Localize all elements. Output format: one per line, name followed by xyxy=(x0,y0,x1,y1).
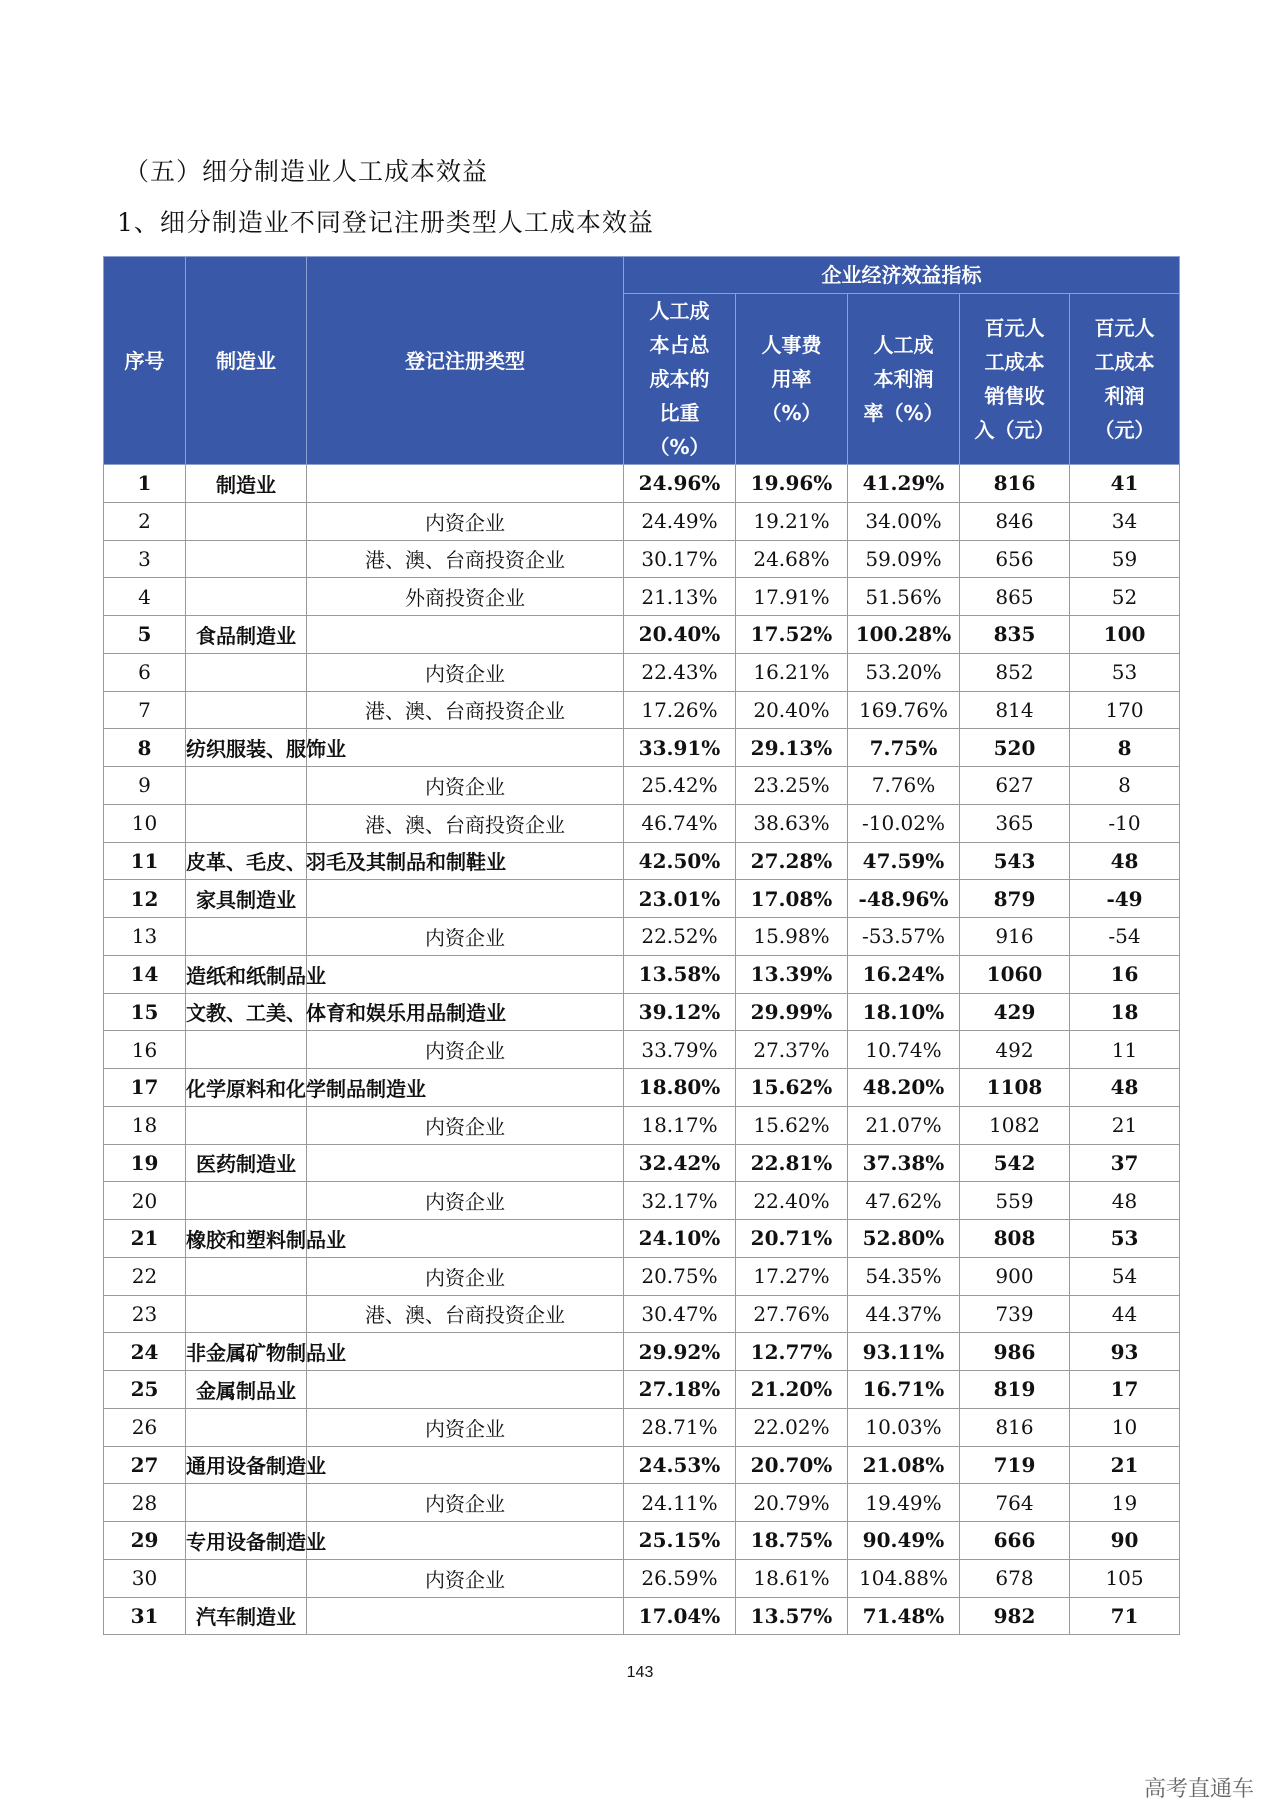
cell-personnel-rate: 22.81% xyxy=(736,1144,848,1182)
cell-cost-share: 39.12% xyxy=(624,993,736,1031)
header-industry: 制造业 xyxy=(186,257,307,465)
cell-profit-per-100: 93 xyxy=(1070,1333,1180,1371)
cell-personnel-rate: 27.37% xyxy=(736,1031,848,1069)
cell-profit-rate: 90.49% xyxy=(848,1522,960,1560)
row-reg-type xyxy=(307,465,624,503)
cell-profit-rate: 51.56% xyxy=(848,578,960,616)
cell-profit-rate: 10.03% xyxy=(848,1408,960,1446)
cell-personnel-rate: 29.99% xyxy=(736,993,848,1031)
row-seq: 3 xyxy=(104,540,186,578)
subsection-heading: 1、细分制造业不同登记注册类型人工成本效益 xyxy=(117,208,654,237)
cell-personnel-rate: 27.28% xyxy=(736,842,848,880)
row-seq: 20 xyxy=(104,1182,186,1220)
cell-sales-per-100: 814 xyxy=(960,691,1070,729)
row-seq: 8 xyxy=(104,729,186,767)
cell-sales-per-100: 819 xyxy=(960,1371,1070,1409)
table-row xyxy=(104,1333,1180,1371)
row-seq: 30 xyxy=(104,1559,186,1597)
cell-cost-share: 22.43% xyxy=(624,653,736,691)
row-reg-type: 内资企业 xyxy=(307,767,624,805)
table-row xyxy=(104,1559,1180,1597)
row-seq: 25 xyxy=(104,1371,186,1409)
cell-profit-rate: 18.10% xyxy=(848,993,960,1031)
table-row xyxy=(104,465,1180,503)
cell-profit-per-100: 41 xyxy=(1070,465,1180,503)
row-reg-type xyxy=(307,955,624,993)
cell-sales-per-100: 627 xyxy=(960,767,1070,805)
cell-personnel-rate: 24.68% xyxy=(736,540,848,578)
cell-personnel-rate: 20.79% xyxy=(736,1484,848,1522)
cell-profit-per-100: 44 xyxy=(1070,1295,1180,1333)
cell-profit-per-100: 34 xyxy=(1070,502,1180,540)
row-industry xyxy=(186,1106,307,1144)
cell-personnel-rate: 38.63% xyxy=(736,804,848,842)
row-industry: 纺织服装、服饰业 xyxy=(186,729,307,767)
cell-profit-per-100: 21 xyxy=(1070,1106,1180,1144)
table-row xyxy=(104,1144,1180,1182)
cell-cost-share: 33.79% xyxy=(624,1031,736,1069)
cell-profit-per-100: 54 xyxy=(1070,1257,1180,1295)
row-seq: 9 xyxy=(104,767,186,805)
table-row xyxy=(104,1257,1180,1295)
cell-personnel-rate: 15.62% xyxy=(736,1106,848,1144)
cell-profit-rate: 7.75% xyxy=(848,729,960,767)
header-group: 企业经济效益指标 xyxy=(624,257,1180,294)
cell-profit-per-100: 37 xyxy=(1070,1144,1180,1182)
row-seq: 4 xyxy=(104,578,186,616)
section-heading: （五）细分制造业人工成本效益 xyxy=(124,157,489,186)
cell-profit-rate: 34.00% xyxy=(848,502,960,540)
cell-cost-share: 24.96% xyxy=(624,465,736,503)
table-row xyxy=(104,1106,1180,1144)
table-row xyxy=(104,918,1180,956)
row-industry xyxy=(186,1182,307,1220)
cell-profit-rate: 59.09% xyxy=(848,540,960,578)
row-reg-type: 内资企业 xyxy=(307,1559,624,1597)
row-seq: 5 xyxy=(104,616,186,654)
row-reg-type: 内资企业 xyxy=(307,1257,624,1295)
row-reg-type: 港、澳、台商投资企业 xyxy=(307,540,624,578)
row-reg-type xyxy=(307,1220,624,1258)
cell-profit-rate: 47.62% xyxy=(848,1182,960,1220)
table-row xyxy=(104,729,1180,767)
row-industry: 化学原料和化学制品制造业 xyxy=(186,1069,307,1107)
cell-sales-per-100: 739 xyxy=(960,1295,1070,1333)
row-industry: 医药制造业 xyxy=(186,1144,307,1182)
table-row xyxy=(104,1522,1180,1560)
row-industry xyxy=(186,1257,307,1295)
cell-profit-per-100: -10 xyxy=(1070,804,1180,842)
row-industry xyxy=(186,1484,307,1522)
cell-sales-per-100: 835 xyxy=(960,616,1070,654)
row-reg-type xyxy=(307,1446,624,1484)
cell-cost-share: 46.74% xyxy=(624,804,736,842)
row-industry: 文教、工美、体育和娱乐用品制造业 xyxy=(186,993,307,1031)
cell-sales-per-100: 1082 xyxy=(960,1106,1070,1144)
row-industry: 专用设备制造业 xyxy=(186,1522,307,1560)
cell-sales-per-100: 543 xyxy=(960,842,1070,880)
row-industry: 汽车制造业 xyxy=(186,1597,307,1635)
cell-sales-per-100: 1060 xyxy=(960,955,1070,993)
cell-profit-rate: 7.76% xyxy=(848,767,960,805)
cell-personnel-rate: 13.39% xyxy=(736,955,848,993)
cell-cost-share: 24.53% xyxy=(624,1446,736,1484)
cell-sales-per-100: 816 xyxy=(960,465,1070,503)
row-industry: 家具制造业 xyxy=(186,880,307,918)
row-industry xyxy=(186,502,307,540)
cell-sales-per-100: 520 xyxy=(960,729,1070,767)
cell-cost-share: 25.15% xyxy=(624,1522,736,1560)
row-industry xyxy=(186,653,307,691)
cell-cost-share: 32.17% xyxy=(624,1182,736,1220)
table-row xyxy=(104,691,1180,729)
cell-profit-per-100: 17 xyxy=(1070,1371,1180,1409)
header-metric-cost-share: 人工成 本占总 成本的 比重 （%） xyxy=(624,294,736,465)
cell-profit-per-100: 59 xyxy=(1070,540,1180,578)
page-number: 143 xyxy=(626,1664,654,1681)
cell-profit-per-100: -49 xyxy=(1070,880,1180,918)
row-reg-type xyxy=(307,729,624,767)
row-seq: 16 xyxy=(104,1031,186,1069)
cell-profit-per-100: 105 xyxy=(1070,1559,1180,1597)
cell-profit-per-100: 53 xyxy=(1070,1220,1180,1258)
table-row xyxy=(104,842,1180,880)
row-industry: 制造业 xyxy=(186,465,307,503)
cell-cost-share: 33.91% xyxy=(624,729,736,767)
row-industry: 橡胶和塑料制品业 xyxy=(186,1220,307,1258)
cell-profit-per-100: 48 xyxy=(1070,842,1180,880)
cell-sales-per-100: 492 xyxy=(960,1031,1070,1069)
cell-profit-rate: 48.20% xyxy=(848,1069,960,1107)
cell-profit-rate: -48.96% xyxy=(848,880,960,918)
cell-personnel-rate: 22.40% xyxy=(736,1182,848,1220)
cell-profit-rate: 93.11% xyxy=(848,1333,960,1371)
cell-personnel-rate: 19.21% xyxy=(736,502,848,540)
cell-cost-share: 18.17% xyxy=(624,1106,736,1144)
cell-profit-rate: 41.29% xyxy=(848,465,960,503)
cell-sales-per-100: 365 xyxy=(960,804,1070,842)
row-reg-type xyxy=(307,1144,624,1182)
cell-profit-per-100: 170 xyxy=(1070,691,1180,729)
cell-profit-rate: 169.76% xyxy=(848,691,960,729)
cell-profit-rate: 104.88% xyxy=(848,1559,960,1597)
row-seq: 29 xyxy=(104,1522,186,1560)
cell-sales-per-100: 846 xyxy=(960,502,1070,540)
cell-sales-per-100: 916 xyxy=(960,918,1070,956)
cell-cost-share: 25.42% xyxy=(624,767,736,805)
cell-profit-rate: 52.80% xyxy=(848,1220,960,1258)
table-row xyxy=(104,1182,1180,1220)
cell-sales-per-100: 719 xyxy=(960,1446,1070,1484)
row-industry: 造纸和纸制品业 xyxy=(186,955,307,993)
row-industry xyxy=(186,1031,307,1069)
cell-personnel-rate: 23.25% xyxy=(736,767,848,805)
row-reg-type: 港、澳、台商投资企业 xyxy=(307,691,624,729)
row-seq: 2 xyxy=(104,502,186,540)
cell-personnel-rate: 12.77% xyxy=(736,1333,848,1371)
row-seq: 11 xyxy=(104,842,186,880)
row-reg-type: 内资企业 xyxy=(307,653,624,691)
row-industry xyxy=(186,804,307,842)
row-reg-type xyxy=(307,1333,624,1371)
table-row xyxy=(104,1597,1180,1635)
row-reg-type xyxy=(307,880,624,918)
row-industry xyxy=(186,767,307,805)
cell-profit-per-100: 11 xyxy=(1070,1031,1180,1069)
cell-personnel-rate: 29.13% xyxy=(736,729,848,767)
cell-sales-per-100: 982 xyxy=(960,1597,1070,1635)
cell-cost-share: 20.75% xyxy=(624,1257,736,1295)
cell-personnel-rate: 19.96% xyxy=(736,465,848,503)
cell-profit-rate: -53.57% xyxy=(848,918,960,956)
cell-profit-per-100: -54 xyxy=(1070,918,1180,956)
cell-cost-share: 13.58% xyxy=(624,955,736,993)
cell-personnel-rate: 16.21% xyxy=(736,653,848,691)
cell-sales-per-100: 542 xyxy=(960,1144,1070,1182)
row-reg-type: 内资企业 xyxy=(307,918,624,956)
cell-cost-share: 30.17% xyxy=(624,540,736,578)
table-row xyxy=(104,502,1180,540)
cell-sales-per-100: 879 xyxy=(960,880,1070,918)
table-row xyxy=(104,578,1180,616)
cell-personnel-rate: 21.20% xyxy=(736,1371,848,1409)
row-seq: 14 xyxy=(104,955,186,993)
row-industry: 食品制造业 xyxy=(186,616,307,654)
cell-profit-rate: 53.20% xyxy=(848,653,960,691)
cell-profit-rate: 44.37% xyxy=(848,1295,960,1333)
cell-profit-rate: 54.35% xyxy=(848,1257,960,1295)
row-reg-type: 内资企业 xyxy=(307,1031,624,1069)
cell-profit-per-100: 48 xyxy=(1070,1069,1180,1107)
table-row xyxy=(104,1069,1180,1107)
cell-sales-per-100: 666 xyxy=(960,1522,1070,1560)
cell-sales-per-100: 678 xyxy=(960,1559,1070,1597)
row-industry xyxy=(186,1295,307,1333)
cell-sales-per-100: 900 xyxy=(960,1257,1070,1295)
row-seq: 7 xyxy=(104,691,186,729)
row-industry xyxy=(186,1559,307,1597)
row-reg-type xyxy=(307,616,624,654)
cell-cost-share: 26.59% xyxy=(624,1559,736,1597)
row-industry: 通用设备制造业 xyxy=(186,1446,307,1484)
cell-profit-rate: 100.28% xyxy=(848,616,960,654)
cell-personnel-rate: 20.71% xyxy=(736,1220,848,1258)
cell-sales-per-100: 764 xyxy=(960,1484,1070,1522)
cell-cost-share: 32.42% xyxy=(624,1144,736,1182)
cell-cost-share: 29.92% xyxy=(624,1333,736,1371)
table-row xyxy=(104,880,1180,918)
cell-cost-share: 30.47% xyxy=(624,1295,736,1333)
cell-profit-per-100: 18 xyxy=(1070,993,1180,1031)
cell-sales-per-100: 559 xyxy=(960,1182,1070,1220)
row-industry xyxy=(186,691,307,729)
cell-profit-per-100: 53 xyxy=(1070,653,1180,691)
header-reg-type: 登记注册类型 xyxy=(307,257,624,465)
cell-cost-share: 23.01% xyxy=(624,880,736,918)
cost-benefit-table xyxy=(103,256,1180,1635)
cell-cost-share: 20.40% xyxy=(624,616,736,654)
cell-personnel-rate: 20.70% xyxy=(736,1446,848,1484)
table-row xyxy=(104,653,1180,691)
cell-profit-per-100: 16 xyxy=(1070,955,1180,993)
cell-personnel-rate: 17.08% xyxy=(736,880,848,918)
cell-cost-share: 24.49% xyxy=(624,502,736,540)
cell-profit-per-100: 52 xyxy=(1070,578,1180,616)
row-seq: 18 xyxy=(104,1106,186,1144)
cell-profit-rate: 16.24% xyxy=(848,955,960,993)
row-industry xyxy=(186,540,307,578)
row-seq: 22 xyxy=(104,1257,186,1295)
row-reg-type: 港、澳、台商投资企业 xyxy=(307,804,624,842)
cell-personnel-rate: 20.40% xyxy=(736,691,848,729)
table-row xyxy=(104,1371,1180,1409)
cell-profit-per-100: 21 xyxy=(1070,1446,1180,1484)
cell-cost-share: 24.11% xyxy=(624,1484,736,1522)
cell-profit-per-100: 8 xyxy=(1070,729,1180,767)
table-row xyxy=(104,1031,1180,1069)
row-seq: 13 xyxy=(104,918,186,956)
table-row xyxy=(104,540,1180,578)
cell-profit-rate: 21.07% xyxy=(848,1106,960,1144)
row-reg-type: 外商投资企业 xyxy=(307,578,624,616)
row-reg-type xyxy=(307,1371,624,1409)
row-seq: 10 xyxy=(104,804,186,842)
cell-profit-rate: 16.71% xyxy=(848,1371,960,1409)
cell-personnel-rate: 15.98% xyxy=(736,918,848,956)
cell-profit-per-100: 19 xyxy=(1070,1484,1180,1522)
cell-profit-rate: 21.08% xyxy=(848,1446,960,1484)
cell-sales-per-100: 865 xyxy=(960,578,1070,616)
cell-sales-per-100: 986 xyxy=(960,1333,1070,1371)
cell-profit-rate: -10.02% xyxy=(848,804,960,842)
table-row xyxy=(104,1295,1180,1333)
row-seq: 24 xyxy=(104,1333,186,1371)
cell-cost-share: 27.18% xyxy=(624,1371,736,1409)
cell-profit-per-100: 90 xyxy=(1070,1522,1180,1560)
header-metric-profit-per-100: 百元人 工成本 利润 （元） xyxy=(1070,294,1180,465)
row-reg-type xyxy=(307,1522,624,1560)
header-seq: 序号 xyxy=(104,257,186,465)
cell-personnel-rate: 27.76% xyxy=(736,1295,848,1333)
cell-cost-share: 28.71% xyxy=(624,1408,736,1446)
cell-personnel-rate: 18.61% xyxy=(736,1559,848,1597)
row-seq: 6 xyxy=(104,653,186,691)
table-row xyxy=(104,616,1180,654)
header-metric-sales-per-100: 百元人 工成本 销售收 入（元） xyxy=(960,294,1070,465)
watermark: 高考直通车 xyxy=(1143,1777,1254,1802)
cell-personnel-rate: 13.57% xyxy=(736,1597,848,1635)
row-seq: 27 xyxy=(104,1446,186,1484)
header-metric-personnel-rate: 人事费 用率 （%） xyxy=(736,294,848,465)
cell-profit-per-100: 100 xyxy=(1070,616,1180,654)
table-row xyxy=(104,1446,1180,1484)
cell-cost-share: 17.26% xyxy=(624,691,736,729)
cell-profit-rate: 19.49% xyxy=(848,1484,960,1522)
cell-profit-rate: 47.59% xyxy=(848,842,960,880)
cell-sales-per-100: 1108 xyxy=(960,1069,1070,1107)
cell-sales-per-100: 429 xyxy=(960,993,1070,1031)
header-metric-profit-rate: 人工成 本利润 率（%） xyxy=(848,294,960,465)
row-industry xyxy=(186,1408,307,1446)
row-reg-type: 内资企业 xyxy=(307,1106,624,1144)
cell-cost-share: 17.04% xyxy=(624,1597,736,1635)
row-seq: 28 xyxy=(104,1484,186,1522)
cell-profit-per-100: 71 xyxy=(1070,1597,1180,1635)
cell-sales-per-100: 808 xyxy=(960,1220,1070,1258)
row-seq: 17 xyxy=(104,1069,186,1107)
table-row xyxy=(104,1484,1180,1522)
row-seq: 15 xyxy=(104,993,186,1031)
row-industry: 非金属矿物制品业 xyxy=(186,1333,307,1371)
row-reg-type xyxy=(307,1597,624,1635)
cell-profit-per-100: 48 xyxy=(1070,1182,1180,1220)
cell-profit-rate: 37.38% xyxy=(848,1144,960,1182)
cell-personnel-rate: 18.75% xyxy=(736,1522,848,1560)
table-row xyxy=(104,1408,1180,1446)
cell-profit-rate: 71.48% xyxy=(848,1597,960,1635)
cell-sales-per-100: 852 xyxy=(960,653,1070,691)
table-row xyxy=(104,804,1180,842)
row-reg-type: 内资企业 xyxy=(307,502,624,540)
cell-sales-per-100: 816 xyxy=(960,1408,1070,1446)
cell-profit-rate: 10.74% xyxy=(848,1031,960,1069)
cell-personnel-rate: 15.62% xyxy=(736,1069,848,1107)
cell-profit-per-100: 10 xyxy=(1070,1408,1180,1446)
cell-personnel-rate: 17.52% xyxy=(736,616,848,654)
row-seq: 1 xyxy=(104,465,186,503)
cell-cost-share: 22.52% xyxy=(624,918,736,956)
cell-cost-share: 24.10% xyxy=(624,1220,736,1258)
cell-personnel-rate: 22.02% xyxy=(736,1408,848,1446)
row-seq: 31 xyxy=(104,1597,186,1635)
row-seq: 26 xyxy=(104,1408,186,1446)
row-reg-type: 内资企业 xyxy=(307,1408,624,1446)
row-industry xyxy=(186,578,307,616)
row-reg-type: 港、澳、台商投资企业 xyxy=(307,1295,624,1333)
cell-profit-per-100: 8 xyxy=(1070,767,1180,805)
cell-cost-share: 18.80% xyxy=(624,1069,736,1107)
row-industry: 皮革、毛皮、羽毛及其制品和制鞋业 xyxy=(186,842,307,880)
table-row xyxy=(104,955,1180,993)
row-seq: 12 xyxy=(104,880,186,918)
cell-personnel-rate: 17.27% xyxy=(736,1257,848,1295)
cell-sales-per-100: 656 xyxy=(960,540,1070,578)
row-reg-type: 内资企业 xyxy=(307,1182,624,1220)
table-row xyxy=(104,1220,1180,1258)
row-seq: 19 xyxy=(104,1144,186,1182)
table-row xyxy=(104,993,1180,1031)
table-row xyxy=(104,767,1180,805)
row-reg-type: 内资企业 xyxy=(307,1484,624,1522)
cell-personnel-rate: 17.91% xyxy=(736,578,848,616)
row-industry xyxy=(186,918,307,956)
row-seq: 23 xyxy=(104,1295,186,1333)
cell-cost-share: 21.13% xyxy=(624,578,736,616)
cell-cost-share: 42.50% xyxy=(624,842,736,880)
row-industry: 金属制品业 xyxy=(186,1371,307,1409)
row-seq: 21 xyxy=(104,1220,186,1258)
